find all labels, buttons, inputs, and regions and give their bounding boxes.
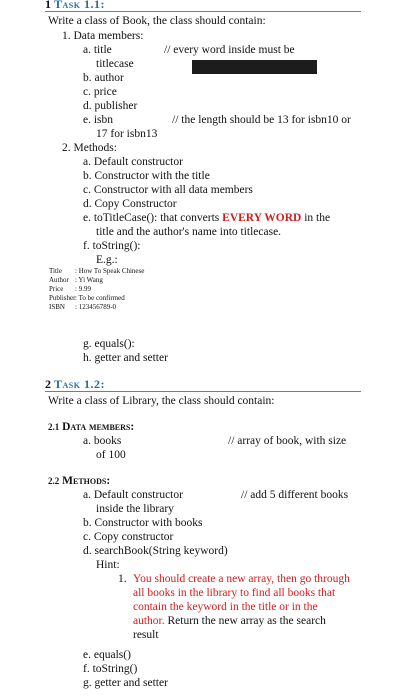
hint-1-line: contain the keyword in the title or in the (133, 601, 318, 613)
task-1-1-intro: Write a class of Book, the class should contain: (48, 15, 266, 27)
isbn-note: // the length should be 13 for isbn10 or (172, 114, 351, 126)
data-members-heading: 1. Data members: (62, 30, 144, 42)
method-b: b. Constructor with the title (83, 170, 210, 182)
example-label: E.g.: (96, 254, 118, 266)
item-isbn: e. isbn (83, 114, 114, 126)
example-row: Title : How To Speak Chinese (49, 267, 145, 275)
method-c: c. Constructor with all data members (83, 184, 253, 196)
method-b: b. Constructor with books (83, 517, 203, 529)
hint-1-line: result (133, 629, 159, 641)
hint-1-line: all books in the library to find all books that (133, 587, 336, 599)
item-price: c. price (83, 86, 117, 98)
item-books: a. books (83, 435, 122, 447)
task-1-2-intro: Write a class of Library, the class should contain: (48, 395, 275, 407)
task-1-2-heading: 2 Task 1.2: (45, 377, 105, 391)
method-c: c. Copy constructor (83, 531, 174, 543)
method-e-cont: title and the author's name into titlecase. (96, 226, 282, 238)
title-note: // every word inside must be (164, 44, 295, 56)
method-a-note: // add 5 different books (241, 489, 349, 501)
example-row: Author : Yi Wang (49, 276, 103, 284)
method-d: d. Copy Constructor (83, 198, 177, 210)
example-row: ISBN : 123456789-0 (49, 303, 117, 311)
method-a: a. Default constructor (83, 489, 183, 501)
example-row: Price : 9.99 (49, 285, 91, 293)
item-title: a. title (83, 44, 112, 56)
item-publisher: d. publisher (83, 100, 138, 112)
hint-1-number: 1. (118, 573, 127, 585)
heading-rule (45, 391, 361, 392)
method-a: a. Default constructor (83, 156, 183, 168)
methods-heading: 2.2 Methods: (48, 475, 111, 487)
isbn-note-cont: 17 for isbn13 (96, 128, 158, 140)
title-note-cont: titlecase (96, 58, 134, 70)
method-a-cont: inside the library (96, 503, 174, 515)
item-author: b. author (83, 72, 124, 84)
method-f: f. toString() (83, 663, 138, 675)
task-1-1-heading: 1 Task 1.1: (45, 0, 105, 11)
methods-heading: 2. Methods: (62, 142, 117, 154)
method-g: g. getter and setter (83, 677, 168, 689)
books-note: // array of book, with size (228, 435, 347, 447)
method-d: d. searchBook(String keyword) (83, 545, 228, 557)
hint-1-line: You should create a new array, then go through (133, 573, 350, 585)
method-e: e. toTitleCase(): that converts EVERY WORD in the (83, 212, 331, 224)
example-row: Publisher: To be confirmed (49, 294, 125, 302)
hint-label: Hint: (96, 559, 120, 571)
data-members-heading: 2.1 Data members: (48, 421, 135, 433)
method-h: h. getter and setter (83, 352, 168, 364)
method-f: f. toString(): (83, 240, 141, 252)
books-note-cont: of 100 (96, 449, 126, 461)
redaction-bar (192, 60, 317, 74)
heading-rule (45, 11, 361, 12)
method-g: g. equals(): (83, 338, 135, 350)
hint-1-line: author. Return the new array as the search (133, 615, 326, 627)
method-e: e. equals() (83, 649, 131, 661)
